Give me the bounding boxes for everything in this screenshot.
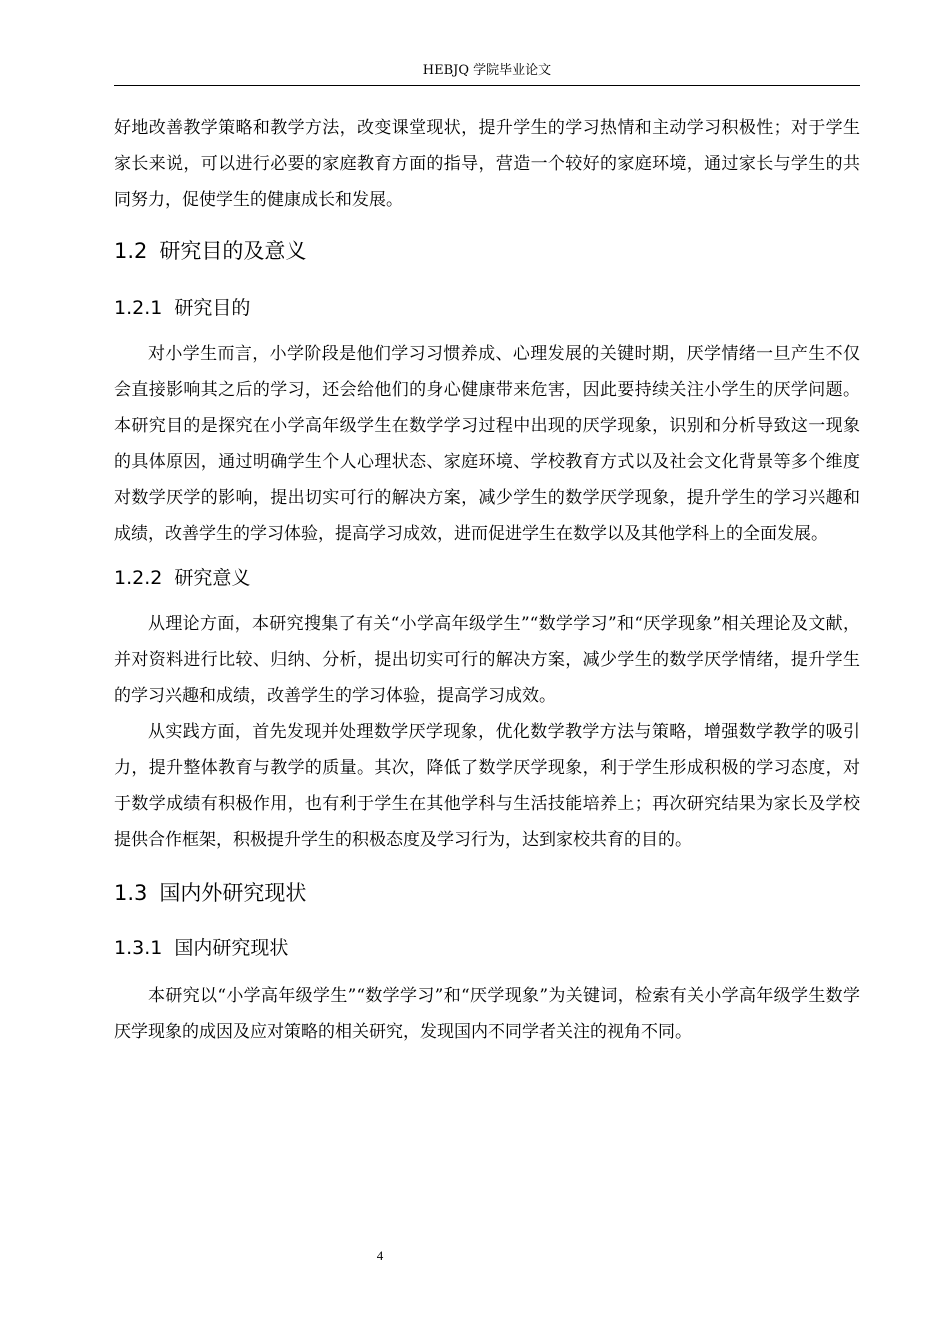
- subsection-heading-1-2-2: [114, 564, 860, 592]
- header-rule: [114, 85, 860, 86]
- section-number: 1.3: [114, 881, 148, 905]
- section-title: 研究目的及意义: [159, 239, 307, 263]
- subsection-number: 1.2.1: [114, 297, 163, 319]
- subsection-number: 1.2.2: [114, 567, 163, 589]
- section-heading-1-2: [114, 236, 860, 266]
- section-number: 1.2: [114, 239, 148, 263]
- subsection-heading-1-3-1: [114, 934, 860, 962]
- page-content: [114, 110, 860, 1050]
- subsection-title: 研究目的: [174, 297, 251, 319]
- subsection-title: 国内研究现状: [174, 937, 289, 959]
- subsection-title: 研究意义: [174, 567, 251, 589]
- page-number: 4: [376, 1248, 384, 1263]
- subsection-heading-1-2-1: [114, 294, 860, 322]
- practice-significance-paragraph: 从实践方面，首先发现并处理数学厌学现象，优化数学教学方法与策略，增强数学教学的吸引力，提升整体教育与教学的质量。其次，降低了数学厌学现象，利于学生形成积极的学习态度，对于数学成绩有积极作用，也有利于学生在其他学科与生活技能培养上；再次研究结果为家长及学校提供合作框架，积极提升学生的积极态度及学习行为，达到家校共育的目的。: [114, 722, 860, 850]
- subsection-number: 1.3.1: [114, 937, 163, 959]
- domestic-research-paragraph: 本研究以“小学高年级学生”“数学学习”和“厌学现象”为关键词，检索有关小学高年级学生数学厌学现象的成因及应对策略的相关研究，发现国内不同学者关注的视角不同。: [114, 986, 860, 1042]
- intro-paragraph: 好地改善教学策略和教学方法，改变课堂现状，提升学生的学习热情和主动学习积极性；对于学生家长来说，可以进行必要的家庭教育方面的指导，营造一个较好的家庭环境，通过家长与学生的共同努力，促使学生的健康成长和发展。: [114, 118, 860, 210]
- section-title: 国内外研究现状: [159, 881, 307, 905]
- theory-significance-paragraph: 从理论方面，本研究搜集了有关“小学高年级学生”“数学学习”和“厌学现象”相关理论及文献，并对资料进行比较、归纳、分析，提出切实可行的解决方案，减少学生的数学厌学情绪，提升学生的学习兴趣和成绩，改善学生的学习体验，提高学习成效。: [114, 614, 860, 706]
- running-header: HEBJQ 学院毕业论文: [422, 63, 552, 78]
- research-purpose-paragraph: 对小学生而言，小学阶段是他们学习习惯养成、心理发展的关键时期，厌学情绪一旦产生不仅会直接影响其之后的学习，还会给他们的身心健康带来危害，因此要持续关注小学生的厌学问题。本研究目的是探究在小学高年级学生在数学学习过程中出现的厌学现象，识别和分析导致这一现象的具体原因，通过明确学生个人心理状态、家庭环境、学校教育方式以及社会文化背景等多个维度对数学厌学的影响，提出切实可行的解决方案，减少学生的数学厌学现象，提升学生的学习兴趣和成绩，改善学生的学习体验，提高学习成效，进而促进学生在数学以及其他学科上的全面发展。: [114, 344, 860, 544]
- section-heading-1-3: [114, 878, 860, 908]
